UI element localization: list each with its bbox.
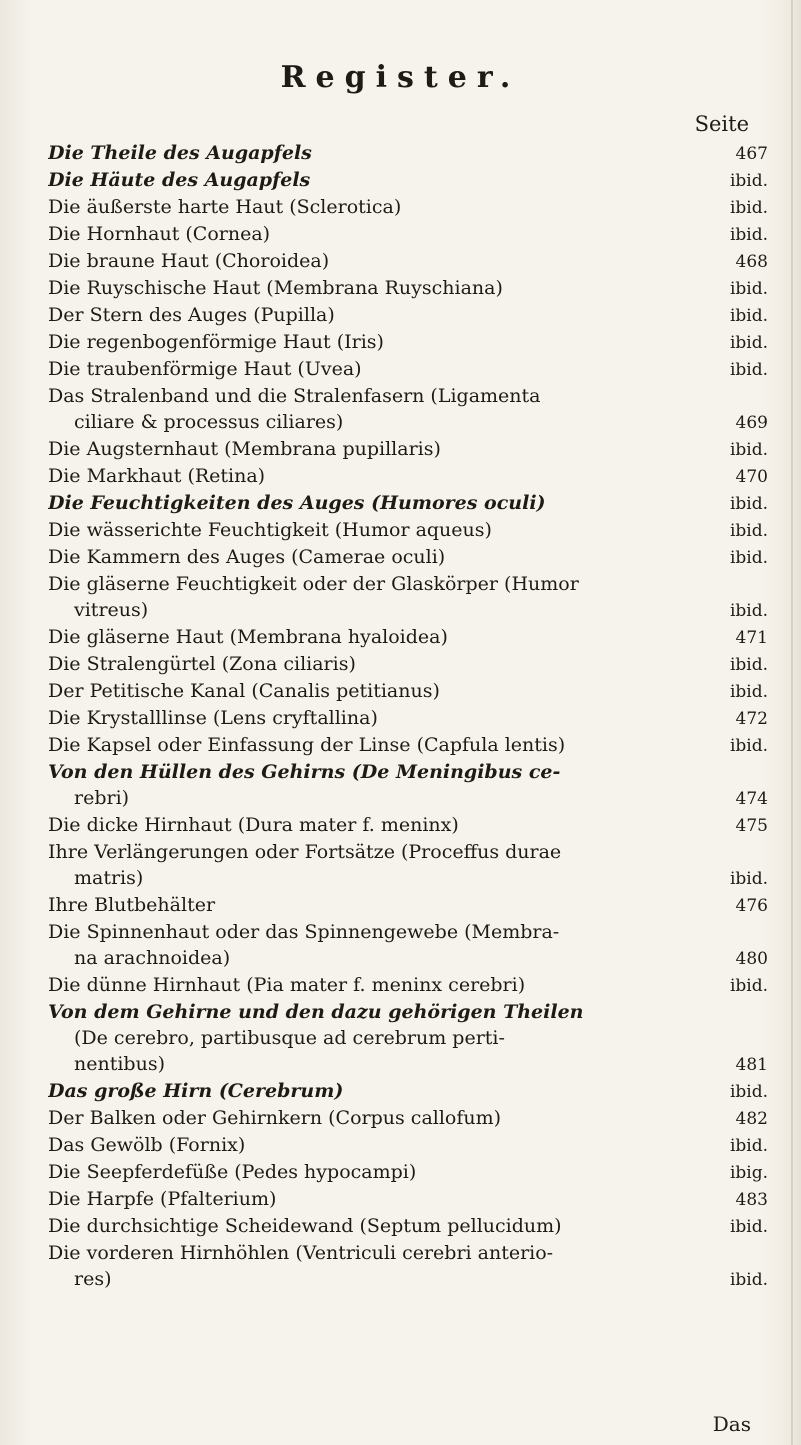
register-entry bbox=[48, 892, 768, 919]
register-entry bbox=[48, 732, 768, 759]
register-entry bbox=[48, 1186, 768, 1213]
register-entry bbox=[48, 1159, 768, 1186]
entry-text: Ihre Blutbehälter bbox=[48, 894, 216, 916]
entry-text: Die dicke Hirnhaut (Dura mater f. meninx) bbox=[48, 814, 459, 836]
page-title: Register. bbox=[280, 60, 521, 95]
entry-text: Die vorderen Hirnhöhlen (Ventriculi cerebri anterio- bbox=[48, 1242, 554, 1264]
register-entry bbox=[48, 436, 768, 463]
entry-page: 481 bbox=[735, 1055, 768, 1075]
entry-text: ciliare & processus ciliares) bbox=[74, 411, 344, 433]
entry-text: Das Gewölb (Fornix) bbox=[48, 1134, 246, 1156]
register-entry bbox=[48, 705, 768, 732]
catchword: Das bbox=[712, 1412, 751, 1436]
entry-text: Die Seepferdefüße (Pedes hypocampi) bbox=[48, 1161, 417, 1183]
register-entry bbox=[48, 919, 768, 945]
entry-text: Die Theile des Augapfels bbox=[48, 142, 312, 164]
register-entry bbox=[48, 140, 768, 167]
register-entry bbox=[48, 275, 768, 302]
register-entry bbox=[48, 597, 768, 624]
register-entry bbox=[48, 463, 768, 490]
register-entry bbox=[48, 517, 768, 544]
entry-page: 475 bbox=[735, 816, 768, 836]
register-entry bbox=[48, 624, 768, 651]
entry-text: Die braune Haut (Choroidea) bbox=[48, 250, 330, 272]
entry-page: ibid. bbox=[729, 976, 768, 996]
entry-text: Die dünne Hirnhaut (Pia mater f. meninx cerebri) bbox=[48, 974, 526, 996]
register-entry bbox=[48, 1051, 768, 1078]
register-entry bbox=[48, 999, 768, 1025]
entry-text: Die Augsternhaut (Membrana pupillaris) bbox=[48, 438, 441, 460]
entry-text: Die Stralengürtel (Zona ciliaris) bbox=[48, 653, 356, 675]
register-entries bbox=[48, 140, 768, 1293]
entry-text: Die Harpfe (Pfalterium) bbox=[48, 1188, 277, 1210]
entry-text: Die Kammern des Auges (Camerae oculi) bbox=[48, 546, 446, 568]
entry-page: ibid. bbox=[729, 171, 768, 191]
entry-page: 468 bbox=[735, 252, 768, 272]
entry-page: 474 bbox=[735, 789, 768, 809]
entry-page: ibid. bbox=[729, 333, 768, 353]
register-entry bbox=[48, 221, 768, 248]
entry-text: Die gläserne Haut (Membrana hyaloidea) bbox=[48, 626, 448, 648]
page-column-label: Seite bbox=[694, 112, 749, 136]
entry-text: Das Stralenband und die Stralenfasern (Ligamenta bbox=[48, 385, 541, 407]
entry-text: Die durchsichtige Scheidewand (Septum pellucidum) bbox=[48, 1215, 562, 1237]
register-entry bbox=[48, 167, 768, 194]
entry-page: 476 bbox=[735, 896, 768, 916]
entry-text: Der Petitische Kanal (Canalis petitianus) bbox=[48, 680, 440, 702]
register-entry bbox=[48, 839, 768, 865]
entry-text: (De cerebro, partibusque ad cerebrum perti- bbox=[74, 1027, 505, 1049]
entry-text: vitreus) bbox=[74, 599, 149, 621]
entry-text: rebri) bbox=[74, 787, 130, 809]
page-edge bbox=[791, 0, 793, 1445]
entry-page: ibid. bbox=[729, 655, 768, 675]
entry-page: ibid. bbox=[729, 1082, 768, 1102]
entry-page: 467 bbox=[735, 144, 768, 164]
register-entry bbox=[48, 651, 768, 678]
entry-text: Die traubenförmige Haut (Uvea) bbox=[48, 358, 362, 380]
entry-text: Die Kapsel oder Einfassung der Linse (Capfula lentis) bbox=[48, 734, 566, 756]
entry-text: Ihre Verlängerungen oder Fortsätze (Proceffus durae bbox=[48, 841, 562, 863]
entry-text: Das große Hirn (Cerebrum) bbox=[48, 1080, 344, 1102]
entry-text: Die äußerste harte Haut (Sclerotica) bbox=[48, 196, 402, 218]
entry-page: ibid. bbox=[729, 306, 768, 326]
entry-page: 472 bbox=[735, 709, 768, 729]
entry-page: ibid. bbox=[729, 682, 768, 702]
entry-page: ibig. bbox=[729, 1163, 768, 1183]
entry-page: ibid. bbox=[729, 279, 768, 299]
register-entry bbox=[48, 194, 768, 221]
entry-text: Die Krystalllinse (Lens cryftallina) bbox=[48, 707, 378, 729]
register-entry bbox=[48, 812, 768, 839]
entry-text: Der Balken oder Gehirnkern (Corpus callofum) bbox=[48, 1107, 502, 1129]
entry-text: Die Feuchtigkeiten des Auges (Humores oculi) bbox=[48, 492, 546, 514]
entry-text: na arachnoidea) bbox=[74, 947, 231, 969]
register-entry bbox=[48, 1078, 768, 1105]
register-entry bbox=[48, 1132, 768, 1159]
register-entry bbox=[48, 571, 768, 597]
entry-text: nentibus) bbox=[74, 1053, 165, 1075]
register-entry bbox=[48, 972, 768, 999]
register-entry bbox=[48, 785, 768, 812]
register-entry bbox=[48, 678, 768, 705]
entry-text: Die Häute des Augapfels bbox=[48, 169, 311, 191]
entry-text: Die Spinnenhaut oder das Spinnengewebe (Membra- bbox=[48, 921, 560, 943]
entry-page: ibid. bbox=[729, 198, 768, 218]
register-entry bbox=[48, 759, 768, 785]
register-entry bbox=[48, 945, 768, 972]
entry-page: ibid. bbox=[729, 494, 768, 514]
entry-page: 469 bbox=[735, 413, 768, 433]
entry-page: 471 bbox=[735, 628, 768, 648]
register-entry bbox=[48, 329, 768, 356]
entry-text: Die gläserne Feuchtigkeit oder der Glaskörper (Humor bbox=[48, 573, 579, 595]
register-entry bbox=[48, 865, 768, 892]
register-entry bbox=[48, 302, 768, 329]
register-entry bbox=[48, 1240, 768, 1266]
entry-page: ibid. bbox=[729, 548, 768, 568]
entry-text: Der Stern des Auges (Pupilla) bbox=[48, 304, 335, 326]
entry-page: ibid. bbox=[729, 736, 768, 756]
register-entry bbox=[48, 248, 768, 275]
entry-page: 470 bbox=[735, 467, 768, 487]
register-entry bbox=[48, 356, 768, 383]
entry-page: ibid. bbox=[729, 225, 768, 245]
entry-page: 483 bbox=[735, 1190, 768, 1210]
register-entry bbox=[48, 409, 768, 436]
entry-page: 480 bbox=[735, 949, 768, 969]
register-entry bbox=[48, 1266, 768, 1293]
register-entry bbox=[48, 1213, 768, 1240]
register-entry bbox=[48, 1105, 768, 1132]
register-entry bbox=[48, 490, 768, 517]
entry-text: res) bbox=[74, 1268, 112, 1290]
entry-page: 482 bbox=[735, 1109, 768, 1129]
entry-text: Die wässerichte Feuchtigkeit (Humor aqueus) bbox=[48, 519, 492, 541]
register-entry bbox=[48, 383, 768, 409]
entry-page: ibid. bbox=[729, 601, 768, 621]
entry-page: ibid. bbox=[729, 1270, 768, 1290]
entry-page: ibid. bbox=[729, 360, 768, 380]
register-entry bbox=[48, 1025, 768, 1051]
entry-page: ibid. bbox=[729, 1217, 768, 1237]
entry-page: ibid. bbox=[729, 1136, 768, 1156]
entry-page: ibid. bbox=[729, 869, 768, 889]
entry-page: ibid. bbox=[729, 440, 768, 460]
register-entry bbox=[48, 544, 768, 571]
entry-text: Von dem Gehirne und den dazu gehörigen Theilen bbox=[48, 1001, 584, 1023]
entry-text: Die Hornhaut (Cornea) bbox=[48, 223, 271, 245]
entry-text: Die Markhaut (Retina) bbox=[48, 465, 266, 487]
entry-text: matris) bbox=[74, 867, 144, 889]
entry-text: Die Ruyschische Haut (Membrana Ruyschiana) bbox=[48, 277, 503, 299]
entry-text: Die regenbogenförmige Haut (Iris) bbox=[48, 331, 384, 353]
entry-text: Von den Hüllen des Gehirns (De Meningibus ce- bbox=[48, 761, 561, 783]
entry-page: ibid. bbox=[729, 521, 768, 541]
